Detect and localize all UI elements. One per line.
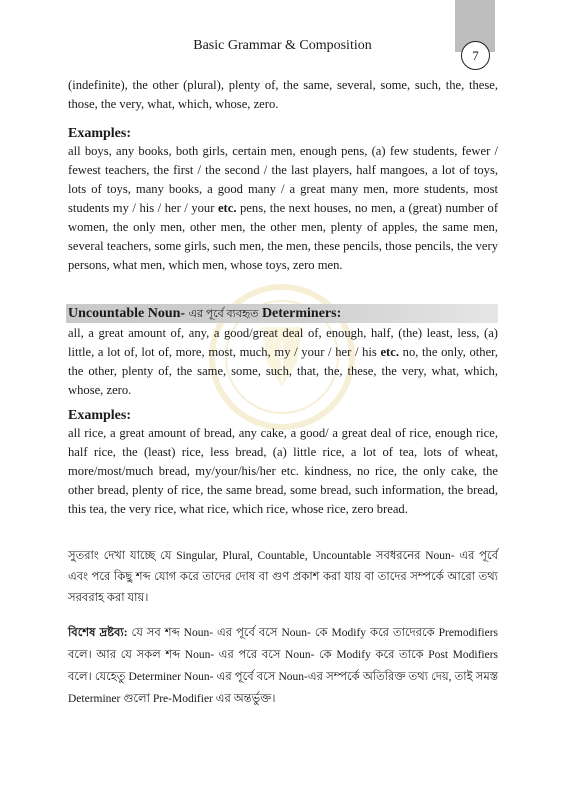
examples-heading: Examples: bbox=[68, 126, 131, 141]
note-text: যে সব শব্দ Noun- এর পূর্বে বসে Noun- কে Modify করে তাদেরকে Premodifiers বলে। আর যে সকল শব্দ Noun- এর পরে বসে Noun- কে Modify করে তাকে Post Modifiers বলে। যেহেতু Determiner Noun- এর পূর্বে বসে Noun-এর সম্পর্কে অতিরিক্ত তথ্য দেয়, তাই সমস্ত Determiner গুলো Pre-Modifier এর অন্তর্ভুক্ত। bbox=[68, 627, 498, 705]
note-label: বিশেষ দ্রষ্টব্য: bbox=[68, 627, 128, 639]
page-number: 7 bbox=[461, 41, 490, 70]
etc-bold: etc. bbox=[380, 345, 399, 359]
examples-heading: Examples: bbox=[68, 408, 131, 423]
etc-bold: etc. bbox=[217, 201, 237, 215]
paragraph-special-note bbox=[68, 622, 498, 710]
heading-text-end: Determiners: bbox=[258, 306, 342, 321]
paragraph-countable-examples bbox=[68, 142, 498, 275]
paragraph-determiners-continued: (indefinite), the other (plural), plenty of, the same, several, some, such, the, these, those, the very, what, which, whose, zero. bbox=[68, 78, 498, 111]
text-run: all boys, any books, both girls, certain men, enough pens, (a) few students, fewer / fewest teachers, the first / the second / the last players, half mangoes, a lot of toys, lots of toys, many books, a good many / a great many men, more students, most students my / his / her / your bbox=[68, 144, 498, 215]
text-run: all, a great amount of, any, a good/great deal of, enough, half, (the) least, less, (a) little, a lot of, lot of, more, most, much, my / your / her / his bbox=[68, 326, 498, 359]
paragraph-bengali-summary: সুতরাং দেখা যাচ্ছে যে Singular, Plural, Countable, Uncountable সবধরনের Noun- এর পূর্বে এবং পরে কিছু শব্দ যোগ করে তাদের দোষ বা গুণ প্রকাশ করা যায় বা তাদের সম্পর্কে আরো তথ্য সরবরাহ করা যায়। bbox=[68, 550, 498, 604]
heading-bengali-text: এর পূর্বে ব্যবহৃত bbox=[188, 308, 259, 320]
heading-text: Uncountable Noun- bbox=[68, 306, 189, 321]
paragraph-uncountable-determiners bbox=[68, 324, 498, 400]
text-run: pens, the next houses, no men, a (great) number of women, the only men, other men, the other men, plenty of apples, the same men, several teachers, some girls, such men, the men, these pencils, those pencils, the very persons, what men, which men, whose toys, zero men. bbox=[68, 201, 499, 272]
text-run: no, the only, other, the other, plenty of, the same, some, such, that, the, these, the very, what, which, whose, zero. bbox=[68, 345, 498, 397]
running-header: Basic Grammar & Composition bbox=[193, 38, 372, 53]
section-heading bbox=[68, 304, 341, 324]
paragraph-uncountable-examples: all rice, a great amount of bread, any cake, a good/ a great deal of rice, enough rice, half rice, the (least) rice, less bread, (a) little rice, a lot of tea, lots of wheat, more/most/much bread, my/your/his/her etc. kindness, no rice, the only cake, the other bread, plenty of rice, the same bread, some bread, such information, the bread, this tea, the very rice, what rice, which rice, whose rice, zero bread. bbox=[68, 426, 498, 516]
